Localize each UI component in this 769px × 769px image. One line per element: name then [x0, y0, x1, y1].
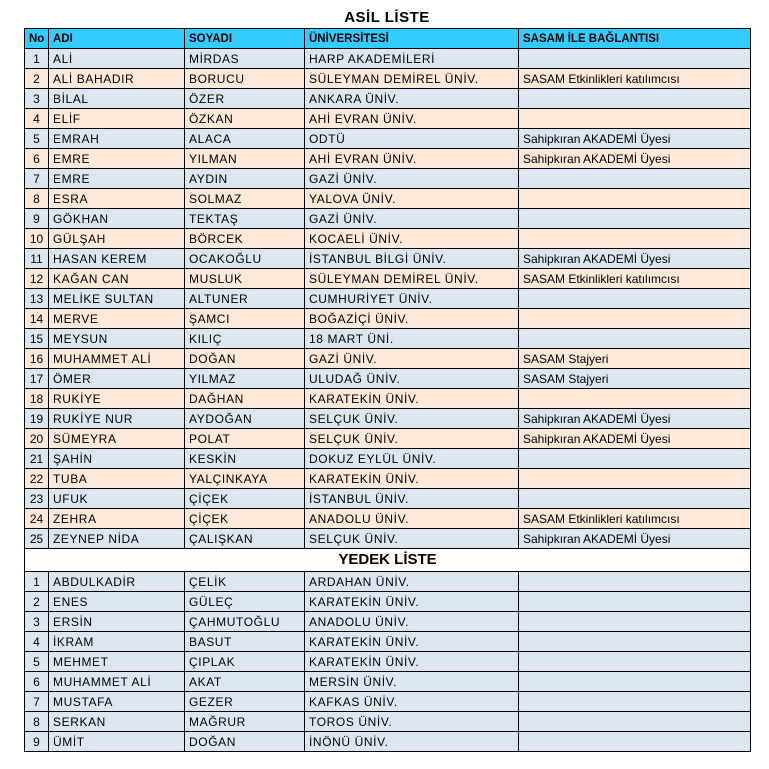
- cell-last-name: KESKİN: [185, 449, 305, 469]
- cell-last-name: ÇAHMUTOĞLU: [185, 612, 305, 632]
- table-row: [25, 329, 751, 349]
- cell-first-name: RUKİYE NUR: [49, 409, 185, 429]
- cell-first-name: SÜMEYRA: [49, 429, 185, 449]
- cell-university: SÜLEYMAN DEMİREL ÜNİV.: [305, 269, 519, 289]
- cell-no: 1: [25, 49, 49, 69]
- header-university: ÜNİVERSİTESİ: [305, 29, 519, 49]
- table-row: [25, 469, 751, 489]
- cell-no: 3: [25, 612, 49, 632]
- table-row: [25, 289, 751, 309]
- header-no: No: [25, 29, 49, 49]
- cell-sasam-connection: [519, 289, 751, 309]
- cell-university: AHİ EVRAN ÜNİV.: [305, 109, 519, 129]
- cell-first-name: GÜLŞAH: [49, 229, 185, 249]
- cell-sasam-connection: [519, 209, 751, 229]
- cell-university: İNÖNÜ ÜNİV.: [305, 732, 519, 752]
- cell-last-name: AYDOĞAN: [185, 409, 305, 429]
- cell-sasam-connection: [519, 732, 751, 752]
- cell-last-name: YILMAN: [185, 149, 305, 169]
- cell-university: MERSİN ÜNİV.: [305, 672, 519, 692]
- cell-no: 4: [25, 109, 49, 129]
- cell-first-name: RUKİYE: [49, 389, 185, 409]
- cell-university: ANADOLU ÜNİV.: [305, 612, 519, 632]
- cell-sasam-connection: [519, 329, 751, 349]
- cell-university: SELÇUK ÜNİV.: [305, 429, 519, 449]
- table-row: [25, 409, 751, 429]
- cell-university: 18 MART ÜNİ.: [305, 329, 519, 349]
- header-first-name: ADI: [49, 29, 185, 49]
- cell-last-name: AKAT: [185, 672, 305, 692]
- cell-university: ARDAHAN ÜNİV.: [305, 572, 519, 592]
- cell-sasam-connection: [519, 49, 751, 69]
- cell-first-name: KAĞAN CAN: [49, 269, 185, 289]
- table-row: [25, 89, 751, 109]
- cell-no: 3: [25, 89, 49, 109]
- cell-university: ODTÜ: [305, 129, 519, 149]
- cell-sasam-connection: [519, 89, 751, 109]
- cell-first-name: ALİ: [49, 49, 185, 69]
- table-row: [25, 349, 751, 369]
- cell-sasam-connection: Sahipkıran AKADEMİ Üyesi: [519, 149, 751, 169]
- cell-last-name: MUSLUK: [185, 269, 305, 289]
- cell-no: 1: [25, 572, 49, 592]
- cell-last-name: YILMAZ: [185, 369, 305, 389]
- cell-last-name: OCAKOĞLU: [185, 249, 305, 269]
- table-row: [25, 692, 751, 712]
- cell-university: KARATEKİN ÜNİV.: [305, 632, 519, 652]
- cell-sasam-connection: [519, 572, 751, 592]
- cell-university: SELÇUK ÜNİV.: [305, 409, 519, 429]
- cell-no: 8: [25, 712, 49, 732]
- cell-sasam-connection: [519, 632, 751, 652]
- cell-no: 6: [25, 672, 49, 692]
- table-row: [25, 69, 751, 89]
- cell-sasam-connection: [519, 169, 751, 189]
- cell-no: 6: [25, 149, 49, 169]
- cell-no: 7: [25, 169, 49, 189]
- cell-last-name: ALTUNER: [185, 289, 305, 309]
- cell-university: İSTANBUL ÜNİV.: [305, 489, 519, 509]
- table-row: [25, 572, 751, 592]
- cell-university: DOKUZ EYLÜL ÜNİV.: [305, 449, 519, 469]
- cell-university: YALOVA ÜNİV.: [305, 189, 519, 209]
- table-row: [25, 309, 751, 329]
- main-list-title: ASİL LİSTE: [344, 9, 430, 26]
- cell-sasam-connection: [519, 489, 751, 509]
- cell-no: 9: [25, 209, 49, 229]
- cell-first-name: ŞAHİN: [49, 449, 185, 469]
- cell-last-name: SOLMAZ: [185, 189, 305, 209]
- cell-sasam-connection: SASAM Etkinlikleri katılımcısı: [519, 269, 751, 289]
- cell-first-name: MELİKE SULTAN: [49, 289, 185, 309]
- cell-no: 14: [25, 309, 49, 329]
- cell-university: SELÇUK ÜNİV.: [305, 529, 519, 549]
- cell-no: 13: [25, 289, 49, 309]
- table-row: [25, 49, 751, 69]
- cell-no: 18: [25, 389, 49, 409]
- cell-last-name: KILIÇ: [185, 329, 305, 349]
- cell-university: BOĞAZİÇİ ÜNİV.: [305, 309, 519, 329]
- cell-university: ANADOLU ÜNİV.: [305, 509, 519, 529]
- cell-no: 5: [25, 129, 49, 149]
- cell-university: GAZİ ÜNİV.: [305, 169, 519, 189]
- cell-first-name: MERVE: [49, 309, 185, 329]
- cell-no: 10: [25, 229, 49, 249]
- cell-sasam-connection: Sahipkıran AKADEMİ Üyesi: [519, 529, 751, 549]
- cell-last-name: AYDIN: [185, 169, 305, 189]
- cell-last-name: MAĞRUR: [185, 712, 305, 732]
- cell-last-name: ŞAMCI: [185, 309, 305, 329]
- cell-sasam-connection: Sahipkıran AKADEMİ Üyesi: [519, 249, 751, 269]
- cell-last-name: DOĞAN: [185, 732, 305, 752]
- cell-no: 2: [25, 69, 49, 89]
- table-row: [25, 449, 751, 469]
- table-row: [25, 249, 751, 269]
- cell-no: 19: [25, 409, 49, 429]
- table-row: [25, 712, 751, 732]
- reserve-list-title: YEDEK LİSTE: [25, 549, 751, 572]
- reserve-title-row: [25, 549, 751, 572]
- cell-university: SÜLEYMAN DEMİREL ÜNİV.: [305, 69, 519, 89]
- cell-sasam-connection: Sahipkıran AKADEMİ Üyesi: [519, 409, 751, 429]
- cell-first-name: HASAN KEREM: [49, 249, 185, 269]
- cell-first-name: ERSİN: [49, 612, 185, 632]
- table-row: [25, 672, 751, 692]
- cell-sasam-connection: Sahipkıran AKADEMİ Üyesi: [519, 429, 751, 449]
- cell-first-name: ALİ BAHADIR: [49, 69, 185, 89]
- cell-university: KARATEKİN ÜNİV.: [305, 389, 519, 409]
- cell-last-name: ÇİÇEK: [185, 489, 305, 509]
- cell-sasam-connection: [519, 612, 751, 632]
- cell-first-name: EMRE: [49, 149, 185, 169]
- cell-last-name: YALÇINKAYA: [185, 469, 305, 489]
- table-row: [25, 389, 751, 409]
- cell-university: GAZİ ÜNİV.: [305, 349, 519, 369]
- cell-first-name: TUBA: [49, 469, 185, 489]
- cell-no: 15: [25, 329, 49, 349]
- cell-first-name: MEHMET: [49, 652, 185, 672]
- table-row: [25, 489, 751, 509]
- table-row: [25, 109, 751, 129]
- cell-last-name: ÇALIŞKAN: [185, 529, 305, 549]
- cell-last-name: DOĞAN: [185, 349, 305, 369]
- cell-first-name: ABDULKADİR: [49, 572, 185, 592]
- table-row: [25, 632, 751, 652]
- table-row: [25, 592, 751, 612]
- cell-sasam-connection: [519, 469, 751, 489]
- header-last-name: SOYADI: [185, 29, 305, 49]
- cell-last-name: BASUT: [185, 632, 305, 652]
- cell-sasam-connection: [519, 389, 751, 409]
- cell-sasam-connection: [519, 712, 751, 732]
- table-row: [25, 369, 751, 389]
- cell-no: 7: [25, 692, 49, 712]
- cell-no: 11: [25, 249, 49, 269]
- cell-university: ANKARA ÜNİV.: [305, 89, 519, 109]
- cell-last-name: DAĞHAN: [185, 389, 305, 409]
- cell-university: KAFKAS ÜNİV.: [305, 692, 519, 712]
- cell-first-name: GÖKHAN: [49, 209, 185, 229]
- cell-sasam-connection: [519, 652, 751, 672]
- table-row: [25, 652, 751, 672]
- cell-no: 23: [25, 489, 49, 509]
- cell-last-name: GÜLEÇ: [185, 592, 305, 612]
- table-row: [25, 269, 751, 289]
- cell-last-name: ÖZER: [185, 89, 305, 109]
- cell-university: AHİ EVRAN ÜNİV.: [305, 149, 519, 169]
- table-row: [25, 509, 751, 529]
- cell-first-name: ÜMİT: [49, 732, 185, 752]
- cell-sasam-connection: [519, 109, 751, 129]
- table-row: [25, 209, 751, 229]
- cell-first-name: MUHAMMET ALİ: [49, 672, 185, 692]
- cell-no: 20: [25, 429, 49, 449]
- cell-sasam-connection: SASAM Stajyeri: [519, 369, 751, 389]
- cell-sasam-connection: SASAM Etkinlikleri katılımcısı: [519, 509, 751, 529]
- table-row: [25, 429, 751, 449]
- cell-first-name: MUSTAFA: [49, 692, 185, 712]
- cell-sasam-connection: [519, 229, 751, 249]
- cell-first-name: İKRAM: [49, 632, 185, 652]
- cell-no: 24: [25, 509, 49, 529]
- participant-table: [24, 28, 751, 752]
- cell-no: 25: [25, 529, 49, 549]
- cell-sasam-connection: SASAM Etkinlikleri katılımcısı: [519, 69, 751, 89]
- cell-no: 17: [25, 369, 49, 389]
- header-row: [25, 29, 751, 49]
- cell-no: 12: [25, 269, 49, 289]
- spreadsheet: [24, 8, 750, 752]
- cell-university: İSTANBUL BİLGİ ÜNİV.: [305, 249, 519, 269]
- table-row: [25, 189, 751, 209]
- cell-no: 22: [25, 469, 49, 489]
- cell-sasam-connection: [519, 189, 751, 209]
- cell-first-name: ESRA: [49, 189, 185, 209]
- cell-no: 8: [25, 189, 49, 209]
- cell-university: TOROS ÜNİV.: [305, 712, 519, 732]
- cell-last-name: ALACA: [185, 129, 305, 149]
- table-row: [25, 612, 751, 632]
- cell-first-name: UFUK: [49, 489, 185, 509]
- cell-first-name: MEYSUN: [49, 329, 185, 349]
- cell-first-name: ELİF: [49, 109, 185, 129]
- cell-no: 9: [25, 732, 49, 752]
- cell-last-name: TEKTAŞ: [185, 209, 305, 229]
- cell-university: KARATEKİN ÜNİV.: [305, 469, 519, 489]
- cell-first-name: ZEHRA: [49, 509, 185, 529]
- table-row: [25, 129, 751, 149]
- cell-last-name: GEZER: [185, 692, 305, 712]
- cell-no: 16: [25, 349, 49, 369]
- table-row: [25, 229, 751, 249]
- cell-first-name: MUHAMMET ALİ: [49, 349, 185, 369]
- cell-university: CUMHURİYET ÜNİV.: [305, 289, 519, 309]
- cell-university: GAZİ ÜNİV.: [305, 209, 519, 229]
- cell-first-name: SERKAN: [49, 712, 185, 732]
- cell-no: 21: [25, 449, 49, 469]
- cell-last-name: BORUCU: [185, 69, 305, 89]
- cell-first-name: ÖMER: [49, 369, 185, 389]
- cell-university: KOCAELİ ÜNİV.: [305, 229, 519, 249]
- cell-last-name: ÇIPLAK: [185, 652, 305, 672]
- cell-first-name: EMRE: [49, 169, 185, 189]
- cell-sasam-connection: [519, 592, 751, 612]
- cell-last-name: ÇİÇEK: [185, 509, 305, 529]
- cell-university: ULUDAĞ ÜNİV.: [305, 369, 519, 389]
- header-sasam-connection: SASAM İLE BAĞLANTISI: [519, 29, 751, 49]
- table-row: [25, 149, 751, 169]
- cell-last-name: ÇELİK: [185, 572, 305, 592]
- cell-sasam-connection: [519, 672, 751, 692]
- cell-sasam-connection: [519, 309, 751, 329]
- table-row: [25, 169, 751, 189]
- cell-last-name: BÖRCEK: [185, 229, 305, 249]
- cell-sasam-connection: Sahipkıran AKADEMİ Üyesi: [519, 129, 751, 149]
- table-row: [25, 529, 751, 549]
- table-row: [25, 732, 751, 752]
- cell-last-name: ÖZKAN: [185, 109, 305, 129]
- cell-no: 4: [25, 632, 49, 652]
- cell-sasam-connection: [519, 449, 751, 469]
- cell-sasam-connection: SASAM Stajyeri: [519, 349, 751, 369]
- cell-last-name: POLAT: [185, 429, 305, 449]
- cell-university: HARP AKADEMİLERİ: [305, 49, 519, 69]
- cell-last-name: MİRDAS: [185, 49, 305, 69]
- cell-first-name: ZEYNEP NİDA: [49, 529, 185, 549]
- cell-university: KARATEKİN ÜNİV.: [305, 652, 519, 672]
- cell-sasam-connection: [519, 692, 751, 712]
- cell-first-name: BİLAL: [49, 89, 185, 109]
- cell-university: KARATEKİN ÜNİV.: [305, 592, 519, 612]
- cell-no: 2: [25, 592, 49, 612]
- cell-first-name: EMRAH: [49, 129, 185, 149]
- cell-first-name: ENES: [49, 592, 185, 612]
- cell-no: 5: [25, 652, 49, 672]
